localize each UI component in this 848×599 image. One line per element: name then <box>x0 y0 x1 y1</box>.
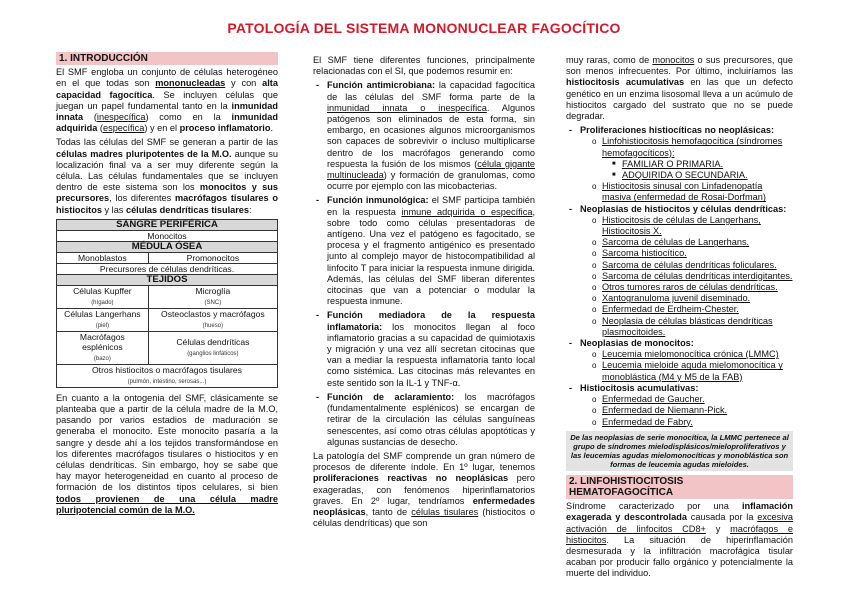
table-cell: Células dendríticas (ganglios linfáticos) <box>148 331 277 364</box>
list-item: o Neoplasia de células blásticas dendríticas plasmocitoides. <box>592 316 793 338</box>
table-cell: Osteoclastos y macrófagos (hueso) <box>148 308 277 331</box>
list-item: - Función mediadora de la respuesta inflamatoria: los monocitos llegan al foco inflamatorio gracias a su capacidad de quimiotaxis y migración y una vez allí secretan citocinas que van a mediar la respuesta inflamatoria tanto local como sistémica. Las citocinas más relevantes en este sentido son la IL-1 y TNF-α. <box>313 310 535 388</box>
section-heading-introduccion: 1. INTRODUCCIÓN <box>56 52 278 65</box>
table-cell: Macrófagos esplénicos (bazo) <box>57 331 149 364</box>
list-item: o Leucemia mielomonocítica crónica (LMMC) <box>592 349 793 360</box>
list-item: - Función de aclaramiento: los macrófagos (fundamentalmente esplénicos) se encargan de retirar de la circulación las células sanguíneas senescentes, así como otras células apoptóticas y algunas sustancias de desecho. <box>313 392 535 448</box>
list-item: ■ FAMILIAR O PRIMARIA. <box>612 159 793 170</box>
list-item: - Neoplasias de monocitos: o Leucemia mielomonocítica crónica (LMMC) o Leucemia mieloide aguda mielomonocítica y monoblástica (M4 y M5 de la FAB) <box>566 338 793 383</box>
column-right <box>566 55 793 583</box>
funciones-list <box>313 80 535 448</box>
classification-list <box>566 125 793 427</box>
list-item: - Función inmunológica: el SMF participa también en la respuesta inmune adquirida o específica, sobre todo como células presentadoras de antígeno. Una vez el patógeno es fagocitado, se procesa y el fragmento antigénico es presentado junto al complejo mayor de histocompatibilidad al linfocito T para iniciar la respuesta inmune dirigida. Además, las células del SMF liberan diferentes citocinas que van a potenciar o modular la respuesta inmune. <box>313 195 535 307</box>
cell-types-table <box>56 219 278 388</box>
list-item: o Sarcoma de células dendríticas interdigitantes. <box>592 271 793 282</box>
page-title: PATOLOGÍA DEL SISTEMA MONONUCLEAR FAGOCÍTICO <box>227 20 621 36</box>
list-item: o Enfermedad de Erdheim-Chester. <box>592 304 793 315</box>
list-item: o Otros tumores raros de células dendríticas. <box>592 282 793 293</box>
table-header: SANGRE PERIFÉRICA <box>57 219 278 230</box>
section-heading-linfohistiocitosis: 2. LINFOHISTIOCITOSIS HEMATOFAGOCÍTICA <box>566 475 793 499</box>
list-item: - Función antimicrobiana: la capacidad fagocítica de las células del SMF forma parte de la inmunidad innata o inespecífica. Algunos patógenos son eliminados de esta forma, sin embargo, en ocasiones algunos microorganismos son capaces de sobrevivir o incluso multiplicarse dentro de los macrófagos generando como respuesta la fusión de los mismos (célula gigante multinucleada) y formación de granulomas, como ocurre por ejemplo con las micobacterias. <box>313 80 535 192</box>
table-cell: Promonocitos <box>148 252 277 263</box>
table-cell: Monocitos <box>57 230 278 241</box>
list-item: o Xantogranuloma juvenil diseminado. <box>592 293 793 304</box>
column-left <box>56 52 278 519</box>
table-cell: Precursores de células dendríticas. <box>57 263 278 274</box>
neoplasias-note: De las neoplasias de serie monocítica, la LMMC pertenece al grupo de síndromes mielodisplásicos/mieloproliferativos y las leucemias agudas mielomonocíticas y monoblástica son formas de leucemia agudas mieloides. <box>566 431 793 471</box>
intro-paragraph-2: Todas las células del SMF se generan a partir de las células madres pluripotentes de la M.O. aunque su localización final va a ser muy diferente según la célula. Las células fundamentales que se incluyen dentro de este sistema son los monocitos y sus precursores, los diferentes macrófagos tisulares o histiocitos y las células dendríticas tisulares: <box>56 137 278 215</box>
table-header: TEJIDOS <box>57 274 278 285</box>
list-item: o Leucemia mieloide aguda mielomonocítica y monoblástica (M4 y M5 de la FAB) <box>592 360 793 382</box>
list-item: o Histiocitosis sinusal con Linfadenopatía masiva (enfermedad de Rosai-Dorfman) <box>592 181 793 203</box>
list-item: ■ ADQUIRIDA O SECUNDARIA. <box>612 170 793 181</box>
linfohistiocitosis-paragraph: Síndrome caracterizado por una inflamación exagerada y descontrolada causada por la excesiva activación de linfocitos CD8+ y macrófagos e histiocitos. La situación de hiperinflamación desmesurada y la infiltración macrofágica tisular acaban por producir fallo orgánico y potencialmente la muerte del individuo. <box>566 501 793 579</box>
list-item: o Sarcoma de células de Langerhans. <box>592 237 793 248</box>
patologia-paragraph: La patología del SMF comprende un gran número de procesos de diferente índole. En 1º lugar, tenemos proliferaciones reactivas no neoplásicas pero exageradas, con fenómenos hiperinflamatorios graves. En 2º lugar, tendríamos enfermedades neoplásicas, tanto de células tisulares (histiocitos o células dendríticas) que son <box>313 450 535 529</box>
table-cell: Microglía (SNC) <box>148 285 277 308</box>
list-item: o Sarcoma de células dendríticas foliculares. <box>592 260 793 271</box>
column-middle <box>313 55 535 532</box>
patologia-continuation: muy raras, como de monocitos o sus precursores, que son menos infrecuentes. Por último, incluiríamos las histiocitosis acumulativas en las que un defecto genético en un enzima lisosomal lleva a un acúmulo de histiocitos cargado del sustrato que no se puede degradar. <box>566 55 793 122</box>
list-item: o Enfermedad de Fabry. <box>592 417 793 428</box>
table-cell: Células Langerhans (piel) <box>57 308 149 331</box>
list-item: - Proliferaciones histiocíticas no neoplásicas: o Linfohistiocitosis hemofagocítica (síndromes hemofagocíticos): ■ FAMILIAR O PRIMARIA. ■ ADQUIRIDA O SECUNDARIA. o Histiocitosis sinusal con Linfadenopatía masiva (enfermedad de Rosai-Dorfman) <box>566 125 793 203</box>
list-item: o Histiocitosis de células de Langerhans, Histiocitosis X. <box>592 215 793 237</box>
ontogenia-paragraph: En cuanto a la ontogenia del SMF, clásicamente se planteaba que a partir de la célula madre de la M.O, pasando por varios estadios de maduración se generaba el monocito. Este monocito pasaría a la sangre y desde ahí a los tejidos transformándose en los diferentes macrófagos tisulares o histiocitos y en células dendríticas. Sin embargo, hoy se sabe que hay mayor heterogeneidad en cuanto al proceso de formación de los distintos tipos celulares, si bien todos provienen de una célula madre pluripotencial común de la M.O. <box>56 392 278 515</box>
list-item: - Histiocitosis acumulativas: o Enfermedad de Gaucher. o Enfermedad de Niemann-Pick. o Enfermedad de Fabry. <box>566 383 793 428</box>
table-header: MÉDULA ÓSEA <box>57 241 278 252</box>
table-cell: Monoblastos <box>57 252 149 263</box>
funciones-intro: El SMF tiene diferentes funciones, principalmente relacionadas con el SI, que podemos resumir en: <box>313 55 535 77</box>
intro-paragraph-1: El SMF engloba un conjunto de células heterogéneo en el que todas son mononucleadas y con alta capacidad fagocítica. Se incluyen células que juegan un papel fundamental tanto en la inmunidad innata (inespecífica) como en la inmunidad adquirida (específica) y en el proceso inflamatorio. <box>56 67 278 134</box>
list-item: - Neoplasias de histiocitos y células dendríticas: o Histiocitosis de células de Langerhans, Histiocitosis X. o Sarcoma de células de Langerhans. o Sarcoma histiocítico. o Sarcoma de células dendríticas foliculares. o Sarcoma de células dendríticas interdigitantes. o Otros tumores raros de células dendríticas. o Xantogranuloma juvenil diseminado. o Enfermedad de Erdheim-Chester. o Neoplasia de células blásticas dendríticas plasmocitoides. <box>566 204 793 338</box>
list-item: o Linfohistiocitosis hemofagocítica (síndromes hemofagocíticos): ■ FAMILIAR O PRIMARIA. ■ ADQUIRIDA O SECUNDARIA. <box>592 136 793 181</box>
list-item: o Enfermedad de Niemann-Pick. <box>592 405 793 416</box>
table-cell: Células Kupffer (hígado) <box>57 285 149 308</box>
list-item: o Sarcoma histiocítico. <box>592 248 793 259</box>
table-cell: Otros histiocitos o macrófagos tisulares (pulmón, intestino, serosas...) <box>57 364 278 387</box>
list-item: o Enfermedad de Gaucher. <box>592 394 793 405</box>
